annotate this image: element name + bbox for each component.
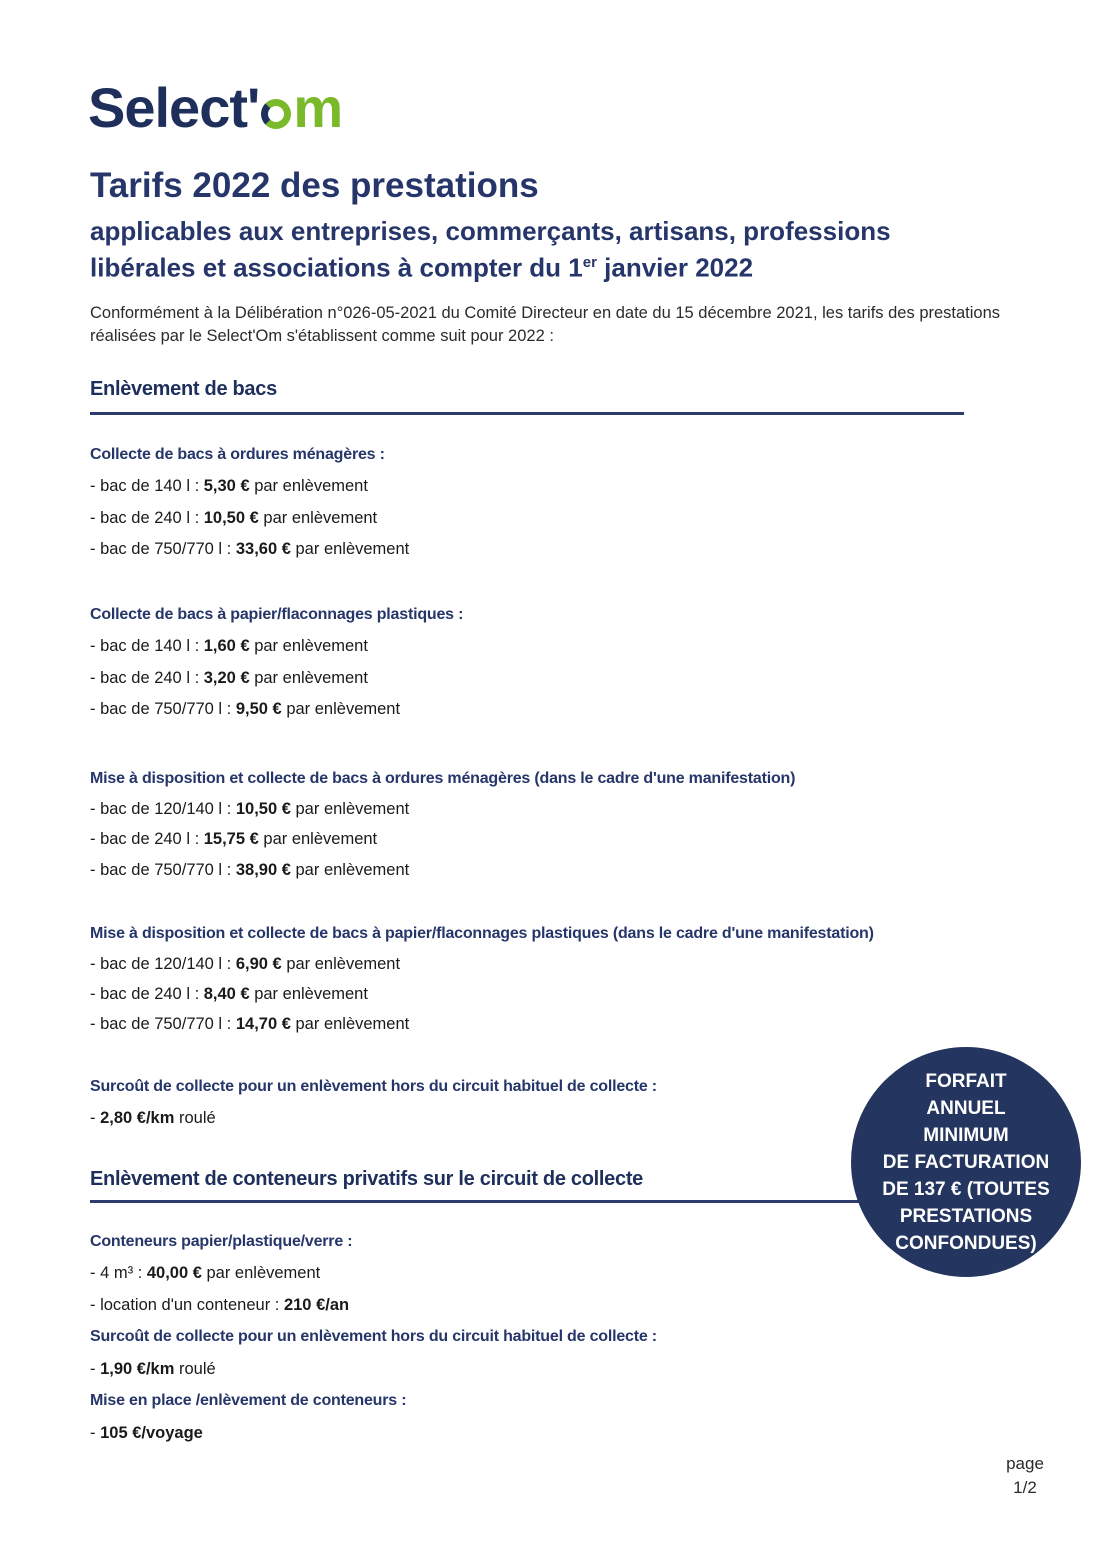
minimum-billing-badge bbox=[851, 1047, 1081, 1277]
logo-text-start: Select' bbox=[88, 76, 260, 139]
group-title: Collecte de bacs à ordures ménagères : bbox=[90, 446, 385, 463]
badge-text: FORFAIT ANNUEL MINIMUM DE FACTURATION DE 137 € (TOUTES PRESTATIONS CONFONDUES) bbox=[882, 1070, 1050, 1254]
subtitle-line-1: applicables aux entreprises, commerçants, artisans, professions bbox=[90, 216, 891, 246]
price-line: - bac de 240 l : 15,75 € par enlèvement bbox=[90, 830, 378, 848]
page-count: 1/2 bbox=[1013, 1478, 1037, 1497]
price-line: - bac de 750/770 l : 14,70 € par enlèvement bbox=[90, 1015, 410, 1033]
page-title: Tarifs 2022 des prestations bbox=[90, 166, 539, 205]
section-divider bbox=[90, 1200, 870, 1203]
subtitle-line-2: libérales et associations à compter du 1er janvier 2022 bbox=[90, 252, 754, 283]
logo-text-end: m bbox=[293, 76, 343, 139]
section-title-conteneurs: Enlèvement de conteneurs privatifs sur le circuit de collecte bbox=[90, 1168, 644, 1190]
page-subtitle bbox=[90, 216, 1010, 284]
group-title: Mise à disposition et collecte de bacs à ordures ménagères (dans le cadre d'une manifestation) bbox=[90, 770, 796, 787]
price-line: - bac de 750/770 l : 38,90 € par enlèvement bbox=[90, 861, 410, 879]
price-line: - bac de 750/770 l : 33,60 € par enlèvement bbox=[90, 540, 410, 558]
price-line: - bac de 240 l : 8,40 € par enlèvement bbox=[90, 985, 368, 1003]
selectom-logo bbox=[88, 76, 343, 139]
price-line: - bac de 120/140 l : 6,90 € par enlèvement bbox=[90, 955, 401, 973]
group-title: Conteneurs papier/plastique/verre : bbox=[90, 1233, 353, 1250]
price-line: - 4 m³ : 40,00 € par enlèvement bbox=[90, 1264, 321, 1282]
price-line: - bac de 140 l : 1,60 € par enlèvement bbox=[90, 637, 368, 655]
logo-o-ring-icon bbox=[261, 99, 291, 129]
price-line: - 2,80 €/km roulé bbox=[90, 1109, 216, 1127]
page-number bbox=[985, 1452, 1065, 1500]
price-line: - bac de 120/140 l : 10,50 € par enlèvement bbox=[90, 800, 410, 818]
group-title: Collecte de bacs à papier/flaconnages plastiques : bbox=[90, 606, 464, 623]
price-line: - bac de 750/770 l : 9,50 € par enlèvement bbox=[90, 700, 401, 718]
price-line: - bac de 240 l : 3,20 € par enlèvement bbox=[90, 669, 368, 687]
group-title: Mise à disposition et collecte de bacs à papier/flaconnages plastiques (dans le cadre d'une manifestation) bbox=[90, 925, 874, 942]
group-title: Surcoût de collecte pour un enlèvement hors du circuit habituel de collecte : bbox=[90, 1328, 657, 1345]
section-title-bacs: Enlèvement de bacs bbox=[90, 378, 277, 400]
intro-paragraph: Conformément à la Délibération n°026-05-2021 du Comité Directeur en date du 15 décembre 2021, les tarifs des prestations réalisées par le Select'Om s'établissent comme suit pour 2022 : bbox=[90, 304, 1001, 345]
group-title: Surcoût de collecte pour un enlèvement hors du circuit habituel de collecte : bbox=[90, 1078, 657, 1095]
section-divider bbox=[90, 412, 964, 415]
price-line: - bac de 140 l : 5,30 € par enlèvement bbox=[90, 477, 368, 495]
page-label: page bbox=[1006, 1454, 1044, 1473]
price-line: - bac de 240 l : 10,50 € par enlèvement bbox=[90, 509, 378, 527]
price-line: - location d'un conteneur : 210 €/an bbox=[90, 1296, 350, 1314]
price-line: - 105 €/voyage bbox=[90, 1424, 203, 1442]
group-title: Mise en place /enlèvement de conteneurs : bbox=[90, 1392, 407, 1409]
price-line: - 1,90 €/km roulé bbox=[90, 1360, 216, 1378]
